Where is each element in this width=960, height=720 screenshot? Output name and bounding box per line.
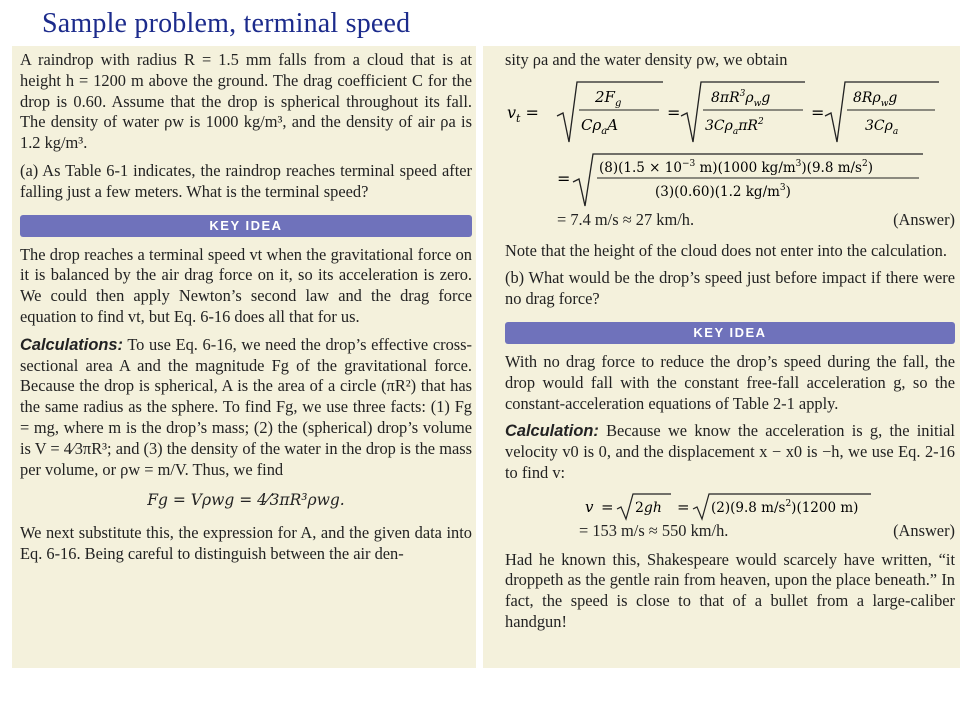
svg-text:=: = bbox=[667, 102, 681, 122]
svg-text:=: = bbox=[601, 497, 614, 516]
svg-text:v: v bbox=[585, 497, 594, 516]
note-text: Note that the height of the cloud does not enter into the calculation. bbox=[505, 240, 947, 260]
terminal-speed-answer bbox=[557, 210, 955, 231]
terminal-speed-equation bbox=[505, 78, 955, 148]
free-fall-formula bbox=[505, 491, 945, 521]
textbook-page-right bbox=[483, 46, 960, 668]
numeric-substitution bbox=[505, 152, 955, 208]
svg-text:CρaA: $C\rho_aA$ bbox=[581, 115, 619, 137]
svg-text:(3)(0.60)(1.2 kg/m3): (3)(0.60)(1.2 $kg/m^3$) bbox=[655, 182, 791, 200]
calculations-text: To use Eq. 6-16, we need the drop’s effective cross-sectional area A and the magnitude Fg of the gravitational force. Because the drop is spherical, A is the area of a circle (πR²) that has the same radius as the sphere. To find Fg, we use three facts: (1) Fg = mg, where m is the drop’s mass; (2) the (spherical) drop’s volume is V = 4⁄3πR³; and (3) the density of the water in the drop is the mass per volume, or ρw = m/V. Thus, we find bbox=[20, 334, 472, 479]
terminal-speed-formula bbox=[505, 78, 945, 148]
svg-text:=: = bbox=[557, 168, 571, 188]
svg-text:2gh: 2gh bbox=[635, 499, 662, 516]
svg-text:3CρaπR2: $3C\rho_a\pi R^2$ bbox=[705, 116, 764, 137]
calculations-heading: Calculations: bbox=[20, 335, 123, 354]
question-b: (b) What would be the drop’s speed just before impact if there were no drag force? bbox=[505, 268, 955, 309]
calculations-paragraph bbox=[20, 335, 472, 481]
closing-text: Had he known this, Shakespeare would scarcely have written, “it droppeth as the gentle rain from heaven, upon the place beneath.” In fact, the speed is close to that of a bullet from a large-caliber handgun! bbox=[505, 549, 955, 631]
svg-text:(2)(9.8 m/s2)(1200 m): (2)(9.8 $m/s^2)(1200$ m) bbox=[711, 498, 859, 516]
answer-tag-a: (Answer) bbox=[893, 209, 955, 229]
terminal-speed-result: = 7.4 m/s ≈ 27 km/h. bbox=[557, 209, 695, 229]
svg-text:=: = bbox=[677, 497, 690, 516]
textbook-page-left bbox=[12, 46, 476, 668]
equation-gravitational-force: Fg = Vρwg = 4⁄3πR³ρwg. bbox=[147, 491, 345, 510]
answer-tag-b: (Answer) bbox=[893, 520, 955, 540]
free-fall-answer bbox=[579, 521, 955, 542]
key-idea-banner-b: KEY IDEA bbox=[505, 322, 955, 344]
svg-text:vt =: $v_t$ = bbox=[507, 102, 539, 125]
numeric-substitution-formula bbox=[505, 152, 945, 208]
svg-text:=: = bbox=[811, 102, 825, 122]
svg-text:(8)(1.5 × 10−3 m)(1000 kg/m3)(: $(8)(1.5 \times 10^{-3}$ m)(1000 $kg/m^3)(9.8$ $m/s^2$) bbox=[599, 158, 873, 176]
svg-text:8Rρwg: $8R\rho_wg$ bbox=[853, 89, 898, 109]
calculation-text-b: Because we know the acceleration is g, the initial velocity v0 is 0, and the displacement x − x0 is −h, we use Eq. 2-16 to find v: bbox=[505, 421, 955, 482]
continuation-text-right: sity ρa and the water density ρw, we obtain bbox=[505, 50, 788, 69]
calculation-heading-b: Calculation: bbox=[505, 422, 599, 441]
svg-text:3Cρa: $3C\rho_a$ bbox=[865, 117, 899, 137]
svg-text:8πR3ρwg: $8\pi R^3\rho_wg$ bbox=[711, 88, 771, 109]
slide-title: Sample problem, terminal speed bbox=[42, 8, 411, 39]
question-a: (a) As Table 6-1 indicates, the raindrop reaches terminal speed after falling just a few meters. What is the terminal speed? bbox=[20, 160, 472, 201]
calculation-paragraph-b bbox=[505, 421, 955, 483]
free-fall-equation bbox=[505, 491, 955, 521]
key-idea-banner: KEY IDEA bbox=[20, 215, 472, 237]
free-fall-result: = 153 m/s ≈ 550 km/h. bbox=[579, 520, 729, 540]
key-idea-text-b: With no drag force to reduce the drop’s speed during the fall, the drop would fall with the constant free-fall acceleration g, so the constant-acceleration equations of Table 2-1 apply. bbox=[505, 351, 955, 413]
svg-text:2Fg: $2F_g$ bbox=[595, 87, 622, 109]
continuation-text: We next substitute this, the expression for A, and the given data into Eq. 6-16. Being careful to distinguish between the air den- bbox=[20, 523, 472, 563]
key-idea-text: The drop reaches a terminal speed vt when the gravitational force on it is balanced by the air drag force on it, so its acceleration is zero. We could then apply Newton’s second law and the drag force equation to find vt, but Eq. 6-16 does all that for us. bbox=[20, 244, 472, 326]
problem-statement: A raindrop with radius R = 1.5 mm falls from a cloud that is at height h = 1200 m above the ground. The drag coefficient C for the drop is 0.60. Assume that the drop is spherical throughout its fall. The density of water ρw is 1000 kg/m³, and the density of air ρa is 1.2 kg/m³. bbox=[20, 50, 472, 153]
